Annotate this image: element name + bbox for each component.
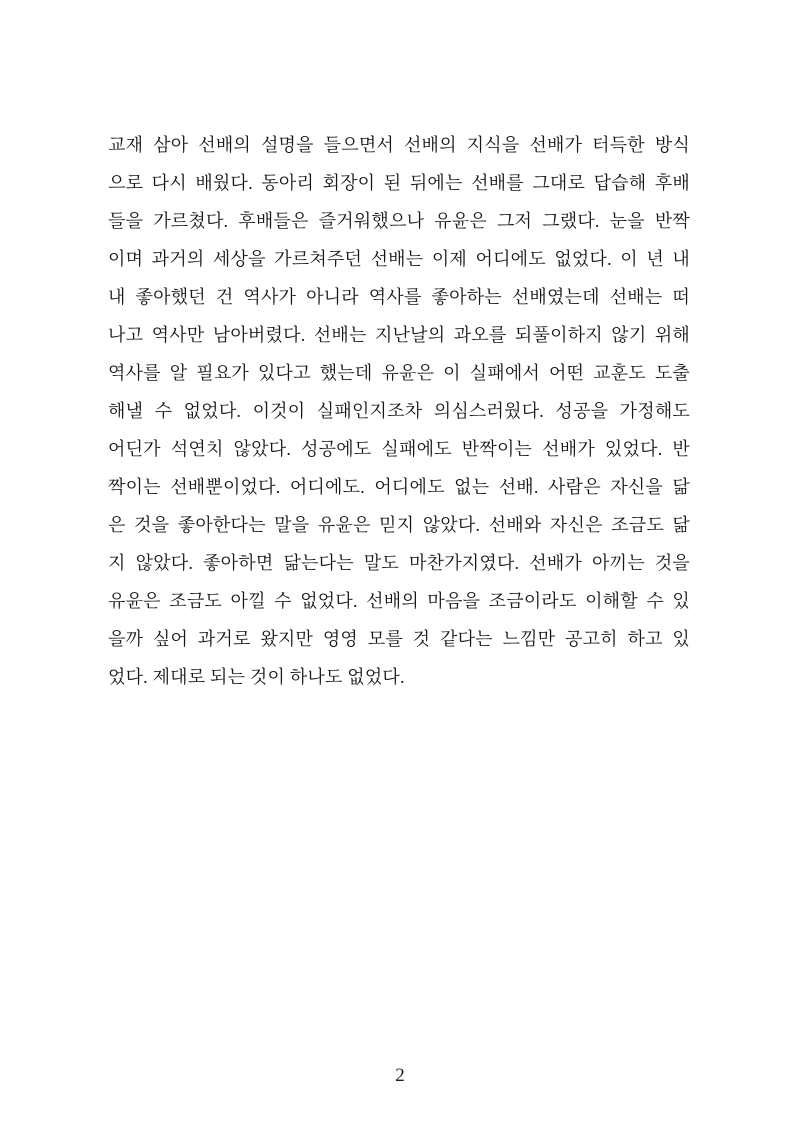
text-line: 역사를 알 필요가 있다고 했는데 유윤은 이 실패에서 어떤 교훈도 도출: [108, 363, 690, 383]
text-line: 어딘가 석연치 않았다. 성공에도 실패에도 반짝이는 선배가 있었다. 반: [108, 439, 690, 459]
text-line: 짝이는 선배뿐이었다. 어디에도. 어디에도 없는 선배. 사람은 자신을 닮: [108, 477, 690, 497]
text-line: 지 않았다. 좋아하면 닮는다는 말도 마찬가지였다. 선배가 아끼는 것을: [108, 553, 690, 573]
text-line: 해낼 수 없었다. 이것이 실패인지조차 의심스러웠다. 성공을 가정해도: [108, 401, 690, 421]
text-line: 내 좋아했던 건 역사가 아니라 역사를 좋아하는 선배였는데 선배는 떠: [108, 287, 690, 307]
text-line-last: 었다. 제대로 되는 것이 하나도 없었다.: [108, 667, 405, 687]
body-text-block: [108, 126, 690, 696]
text-line: 이며 과거의 세상을 가르쳐주던 선배는 이제 어디에도 없었다. 이 년 내: [108, 249, 690, 269]
page-number: 2: [395, 1065, 405, 1086]
text-line: 교재 삼아 선배의 설명을 들으면서 선배의 지식을 선배가 터득한 방식: [108, 135, 690, 155]
text-line: 나고 역사만 남아버렸다. 선배는 지난날의 과오를 되풀이하지 않기 위해: [108, 325, 690, 345]
text-line: 으로 다시 배웠다. 동아리 회장이 된 뒤에는 선배를 그대로 답습해 후배: [108, 173, 690, 193]
text-line: 유윤은 조금도 아낄 수 없었다. 선배의 마음을 조금이라도 이해할 수 있: [108, 591, 690, 611]
text-line: 들을 가르쳤다. 후배들은 즐거워했으나 유윤은 그저 그랬다. 눈을 반짝: [108, 211, 690, 231]
text-line: 은 것을 좋아한다는 말을 유윤은 믿지 않았다. 선배와 자신은 조금도 닮: [108, 515, 690, 535]
text-line: 을까 싶어 과거로 왔지만 영영 모를 것 같다는 느낌만 공고히 하고 있: [108, 629, 690, 649]
